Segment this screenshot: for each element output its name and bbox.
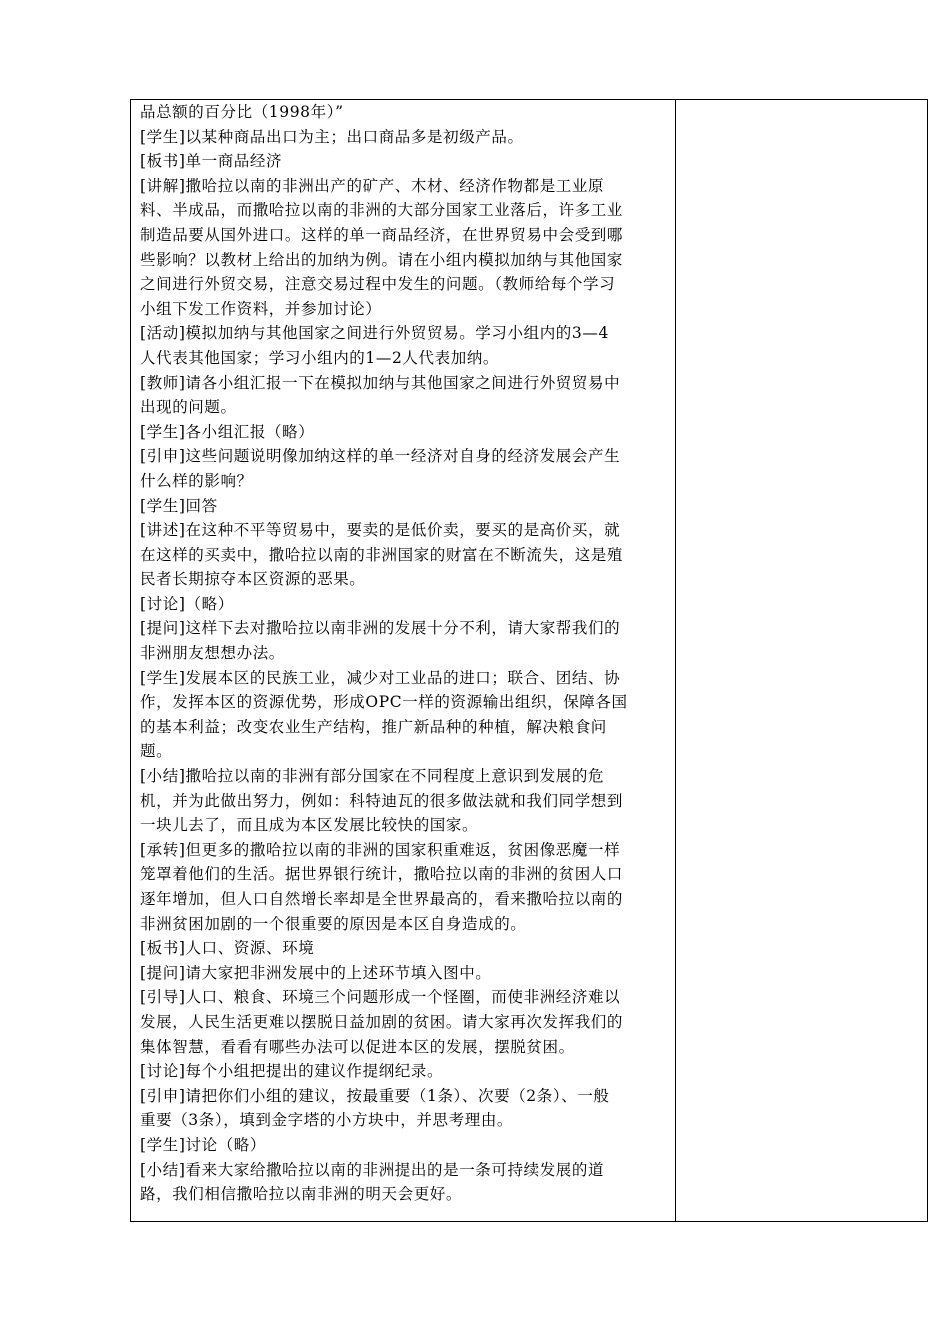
text-line: 作，发挥本区的资源优势，形成OPC一样的资源输出组织，保障各国 <box>140 693 628 712</box>
text-line: [学生]回答 <box>140 496 218 515</box>
text-line: 集体智慧，看看有哪些办法可以促进本区的发展，摆脱贫困。 <box>140 1037 575 1056</box>
text-line: 发展，人民生活更难以摆脱日益加剧的贫困。请大家再次发挥我们的 <box>140 1012 624 1031</box>
text-line: [承转]但更多的撒哈拉以南的非洲的国家积重难返，贫困像恶魔一样 <box>140 840 621 859</box>
text-line: 之间进行外贸交易，注意交易过程中发生的问题。（教师给每个学习 <box>140 275 616 294</box>
text-line: 制造品要从国外进口。这样的单一商品经济，在世界贸易中会受到哪 <box>140 225 624 244</box>
text-line: 重要（3条），填到金字塔的小方块中，并思考理由。 <box>140 1111 514 1130</box>
text-line: 品总额的百分比（1998年）” <box>140 103 344 121</box>
text-line: 小组下发工作资料，并参加讨论） <box>140 299 382 318</box>
text-line: 民者长期掠夺本区资源的恶果。 <box>140 570 366 589</box>
text-line: 逐年增加，但人口自然增长率却是全世界最高的，看来撒哈拉以南的 <box>140 890 624 908</box>
text-line: [提问]这样下去对撒哈拉以南非洲的发展十分不利，请大家帮我们的 <box>140 619 621 638</box>
text-line: [学生]各小组汇报（略） <box>140 422 315 441</box>
text-line: [小结]撒哈拉以南的非洲有部分国家在不同程度上意识到发展的危 <box>140 767 605 786</box>
text-line: 题。 <box>140 742 173 761</box>
text-line: [讨论]每个小组把提出的建议作提纲纪录。 <box>140 1062 444 1081</box>
text-line: [引申]请把你们小组的建议，按最重要（1条）、次要（2条）、一般 <box>140 1086 610 1105</box>
text-line: [板书]单一商品经济 <box>140 152 283 171</box>
text-line: [学生]讨论（略） <box>140 1135 266 1154</box>
text-line: 非洲朋友想想办法。 <box>140 644 285 663</box>
text-line: [学生]以某种商品出口为主；出口商品多是初级产品。 <box>140 127 524 146</box>
text-line: 笼罩着他们的生活。据世界银行统计，撒哈拉以南的非洲的贫困人口 <box>140 865 624 884</box>
text-line: 些影响？以教材上给出的加纳为例。请在小组内模拟加纳与其他国家 <box>140 250 624 269</box>
text-line: 出现的问题。 <box>140 398 237 417</box>
text-line: 料、半成品，而撒哈拉以南的非洲的大部分国家工业落后，许多工业 <box>140 201 624 220</box>
teaching-process-cell <box>131 100 676 1222</box>
text-line: [学生]发展本区的民族工业，减少对工业品的进口；联合、团结、协 <box>140 668 621 687</box>
text-line: [引导]人口、粮食、环境三个问题形成一个怪圈，而使非洲经济难以 <box>140 988 621 1007</box>
text-line: [提问]请大家把非洲发展中的上述环节填入图中。 <box>140 963 492 982</box>
text-line: 非洲贫困加剧的一个很重要的原因是本区自身造成的。 <box>140 914 527 933</box>
text-line: 在这样的买卖中，撒哈拉以南的非洲国家的财富在不断流失，这是殖 <box>140 545 624 564</box>
text-line: [小结]看来大家给撒哈拉以南的非洲提出的是一条可持续发展的道 <box>140 1160 605 1179</box>
text-line: 人代表其他国家；学习小组内的1—2人代表加纳。 <box>140 348 500 367</box>
text-line: [板书]人口、资源、环境 <box>140 939 315 958</box>
text-line: [教师]请各小组汇报一下在模拟加纳与其他国家之间进行外贸贸易中 <box>140 373 621 392</box>
text-line: [活动]模拟加纳与其他国家之间进行外贸贸易。学习小组内的3—4 <box>140 324 609 343</box>
text-line: [讲解]撒哈拉以南的非洲出产的矿产、木材、经济作物都是工业原 <box>140 176 605 195</box>
text-line: [引申]这些问题说明像加纳这样的单一经济对自身的经济发展会产生 <box>140 447 621 466</box>
text-line: 什么样的影响？ <box>140 471 253 490</box>
lesson-plan-table <box>130 99 928 1222</box>
text-line: [讨论]（略） <box>140 594 234 613</box>
text-line: 的基本利益；改变农业生产结构，推广新品种的种植，解决粮食问 <box>140 717 607 736</box>
notes-cell <box>676 100 928 1222</box>
text-line: 路，我们相信撒哈拉以南非洲的明天会更好。 <box>140 1185 463 1204</box>
text-line: [讲述]在这种不平等贸易中，要卖的是低价卖，要买的是高价买，就 <box>140 521 621 540</box>
text-line: 一块儿去了，而且成为本区发展比较快的国家。 <box>140 816 479 835</box>
text-line: 机，并为此做出努力，例如：科特迪瓦的很多做法就和我们同学想到 <box>140 791 624 810</box>
